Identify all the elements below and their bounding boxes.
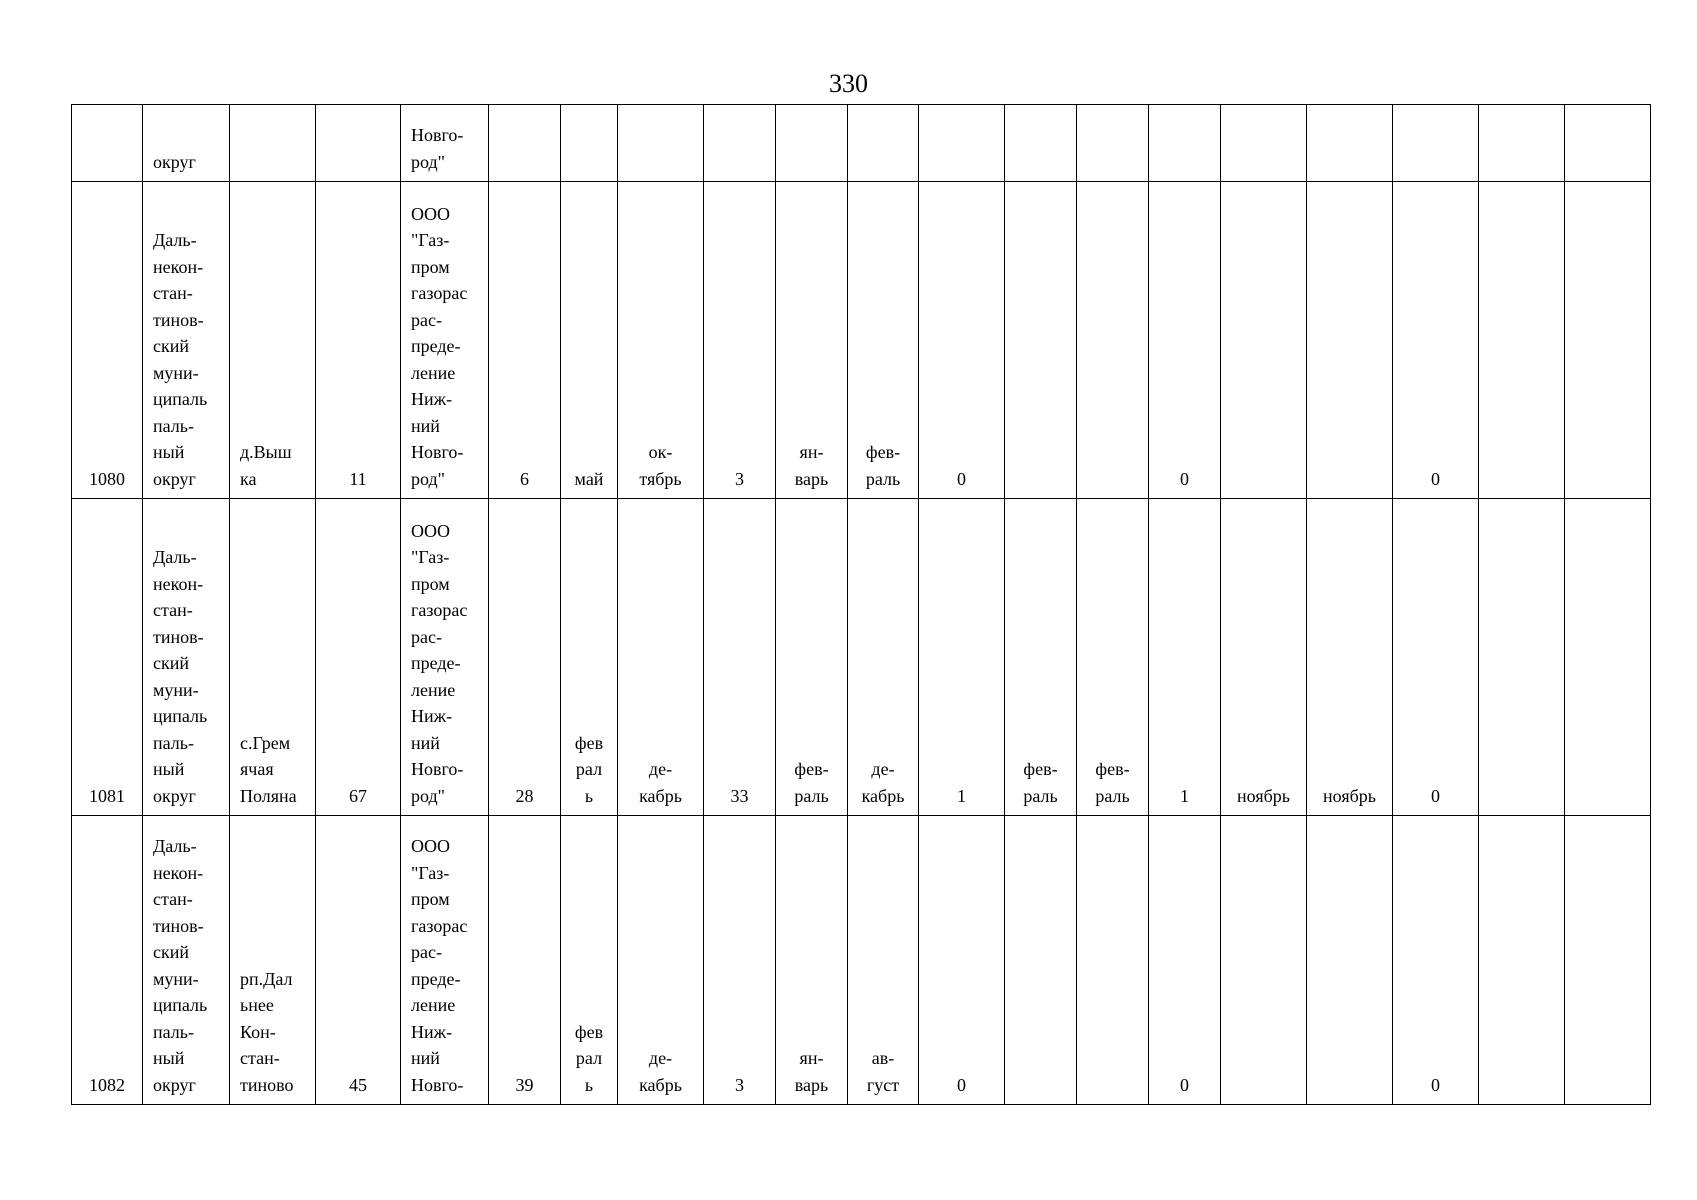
- month-cell: фев- раль: [848, 182, 919, 499]
- district-cell: округ: [143, 105, 230, 182]
- month-cell: ян- варь: [776, 816, 848, 1105]
- month-cell: фев рал ь: [561, 499, 618, 816]
- table-row: [72, 105, 1651, 182]
- value-cell: 6: [489, 182, 561, 499]
- empty-cell: [1565, 182, 1651, 499]
- month-cell: [561, 105, 618, 182]
- month-cell: фев- раль: [1005, 499, 1077, 816]
- value-cell: 11: [316, 182, 401, 499]
- empty-cell: [1565, 816, 1651, 1105]
- value-cell: [489, 105, 561, 182]
- table-row: [72, 499, 1651, 816]
- month-cell: [1005, 182, 1077, 499]
- empty-cell: [1479, 499, 1565, 816]
- district-cell: Даль- некон- стан- тинов- ский муни- ципаль паль- ный округ: [143, 182, 230, 499]
- value-cell: 1: [1149, 499, 1221, 816]
- value-cell: 67: [316, 499, 401, 816]
- month-cell: ян- варь: [776, 182, 848, 499]
- empty-cell: [1479, 816, 1565, 1105]
- organization-cell: ООО "Газ- пром газорас рас- преде- ление Ниж- ний Новго- род": [401, 499, 489, 816]
- month-cell: [1221, 816, 1307, 1105]
- value-cell: 0: [1149, 182, 1221, 499]
- place-cell: [230, 105, 316, 182]
- month-cell: ноябрь: [1307, 499, 1393, 816]
- row-number: 1082: [72, 816, 143, 1105]
- month-cell: [776, 105, 848, 182]
- month-cell: [1221, 105, 1307, 182]
- district-cell: Даль- некон- стан- тинов- ский муни- ципаль паль- ный округ: [143, 816, 230, 1105]
- month-cell: де- кабрь: [848, 499, 919, 816]
- value-cell: 28: [489, 499, 561, 816]
- month-cell: [1307, 816, 1393, 1105]
- value-cell: 0: [919, 182, 1005, 499]
- value-cell: 33: [704, 499, 776, 816]
- value-cell: 3: [704, 182, 776, 499]
- place-cell: с.Грем ячая Поляна: [230, 499, 316, 816]
- month-cell: [1077, 816, 1149, 1105]
- empty-cell: [1479, 182, 1565, 499]
- organization-cell: ООО "Газ- пром газорас рас- преде- ление Ниж- ний Новго- род": [401, 182, 489, 499]
- month-cell: [1307, 105, 1393, 182]
- value-cell: [316, 105, 401, 182]
- month-cell: [1005, 105, 1077, 182]
- organization-cell: Новго- род": [401, 105, 489, 182]
- month-cell: [618, 105, 704, 182]
- month-cell: фев- раль: [776, 499, 848, 816]
- value-cell: 0: [1393, 182, 1479, 499]
- value-cell: 0: [1149, 816, 1221, 1105]
- month-cell: [1077, 105, 1149, 182]
- value-cell: 39: [489, 816, 561, 1105]
- value-cell: [1149, 105, 1221, 182]
- value-cell: [1393, 105, 1479, 182]
- page-number: 330: [829, 69, 868, 98]
- month-cell: ав- густ: [848, 816, 919, 1105]
- month-cell: май: [561, 182, 618, 499]
- place-cell: д.Выш ка: [230, 182, 316, 499]
- empty-cell: [1565, 105, 1651, 182]
- value-cell: 45: [316, 816, 401, 1105]
- empty-cell: [1565, 499, 1651, 816]
- value-cell: [919, 105, 1005, 182]
- value-cell: 0: [1393, 499, 1479, 816]
- month-cell: [1307, 182, 1393, 499]
- row-number: 1080: [72, 182, 143, 499]
- empty-cell: [1479, 105, 1565, 182]
- month-cell: [1005, 816, 1077, 1105]
- table-row: [72, 182, 1651, 499]
- row-number: 1081: [72, 499, 143, 816]
- organization-cell: ООО "Газ- пром газорас рас- преде- ление Ниж- ний Новго-: [401, 816, 489, 1105]
- value-cell: 3: [704, 816, 776, 1105]
- month-cell: де- кабрь: [618, 816, 704, 1105]
- value-cell: 1: [919, 499, 1005, 816]
- value-cell: 0: [1393, 816, 1479, 1105]
- table-row: [72, 816, 1651, 1105]
- month-cell: [1077, 182, 1149, 499]
- month-cell: [1221, 182, 1307, 499]
- month-cell: ок- тябрь: [618, 182, 704, 499]
- data-table: [71, 104, 1651, 1105]
- place-cell: рп.Дал ьнее Кон- стан- тиново: [230, 816, 316, 1105]
- month-cell: [848, 105, 919, 182]
- month-cell: фев- раль: [1077, 499, 1149, 816]
- month-cell: ноябрь: [1221, 499, 1307, 816]
- value-cell: [704, 105, 776, 182]
- month-cell: фев рал ь: [561, 816, 618, 1105]
- row-number: [72, 105, 143, 182]
- value-cell: 0: [919, 816, 1005, 1105]
- district-cell: Даль- некон- стан- тинов- ский муни- ципаль паль- ный округ: [143, 499, 230, 816]
- month-cell: де- кабрь: [618, 499, 704, 816]
